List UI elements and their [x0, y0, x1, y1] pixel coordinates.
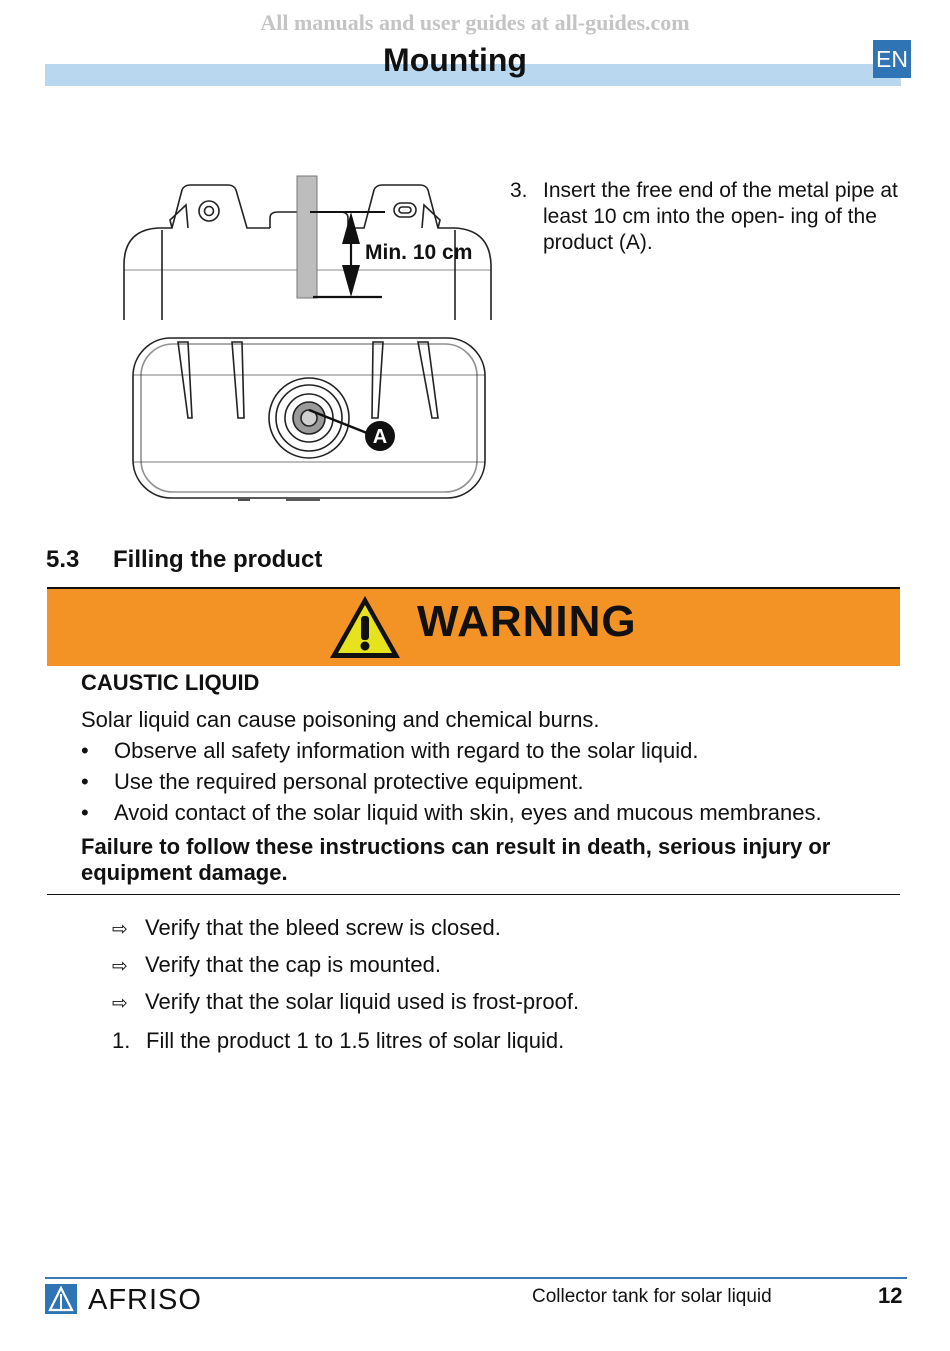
step-1-text: Fill the product 1 to 1.5 litres of solar liquid. [146, 1028, 565, 1053]
bullet-icon: • [81, 769, 89, 794]
bullet-icon: • [81, 800, 89, 825]
warning-body [81, 670, 900, 886]
dimension-label: Min. 10 cm [365, 241, 473, 264]
arrow-right-icon: ⇨ [112, 993, 128, 1014]
document-title: Collector tank for solar liquid [532, 1286, 772, 1307]
prerequisite-checks [112, 914, 579, 1025]
arrow-right-icon: ⇨ [112, 956, 128, 977]
list-item: ⇨ Verify that the cap is mounted. [112, 951, 579, 988]
language-badge: EN [873, 40, 911, 78]
step-3 [510, 178, 900, 256]
warning-bottom-rule [47, 894, 900, 895]
warning-banner [47, 589, 900, 666]
list-item: ⇨ Verify that the solar liquid used is frost-proof. [112, 988, 579, 1025]
page-title: Mounting [383, 42, 527, 78]
step-1 [112, 1027, 564, 1055]
mounting-figure [110, 170, 510, 510]
warning-intro: Solar liquid can cause poisoning and chemical burns. [81, 707, 600, 732]
list-item: ⇨ Verify that the bleed screw is closed. [112, 914, 579, 951]
afriso-logo-icon [45, 1284, 77, 1314]
step-1-number: 1. [112, 1028, 131, 1053]
tank-illustration [110, 170, 510, 510]
warning-triangle-icon [327, 593, 403, 661]
warning-subtitle: CAUSTIC LIQUID [81, 670, 260, 695]
list-item: • Avoid contact of the solar liquid with skin, eyes and mucous membranes. [81, 800, 822, 825]
step-3-text: Insert the free end of the metal pipe at least 10 cm into the open- ing of the product (A). [543, 179, 898, 254]
watermark: All manuals and user guides at all-guides.com [260, 10, 690, 35]
section-number: 5.3 [46, 546, 80, 573]
section-heading [46, 546, 322, 574]
footer-rule [45, 1277, 907, 1279]
page-number: 12 [878, 1283, 903, 1308]
warning-label: WARNING [417, 597, 637, 646]
callout-a-label: A [372, 426, 388, 448]
bullet-icon: • [81, 738, 89, 763]
warning-bullet-list [81, 738, 900, 826]
list-item: • Use the required personal protective equipment. [81, 769, 584, 794]
warning-consequence: Failure to follow these instructions can result in death, serious injury or equipment damage. [81, 834, 831, 885]
section-title: Filling the product [113, 546, 323, 573]
brand-name: AFRISO [88, 1284, 202, 1316]
arrow-right-icon: ⇨ [112, 919, 128, 940]
list-item: • Observe all safety information with regard to the solar liquid. [81, 738, 699, 763]
step-3-number: 3. [510, 179, 528, 202]
